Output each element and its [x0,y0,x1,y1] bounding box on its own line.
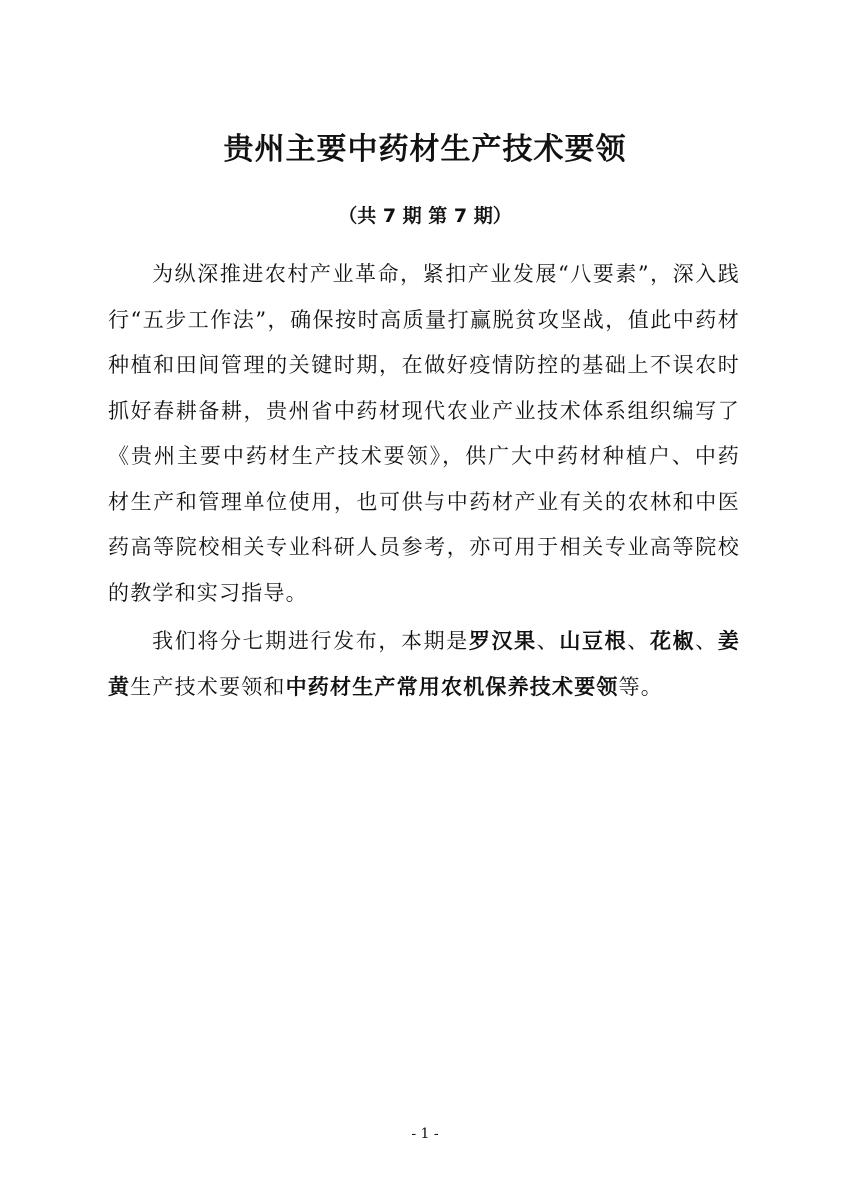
separator-1: 、 [536,629,560,653]
crop-name-jianghuang: 姜黄 [108,629,741,699]
crop-name-luohanguo: 罗汉果 [468,629,537,653]
document-body [108,252,740,710]
release-middle-text: 生产技术要领和 [130,674,286,699]
crop-name-shandougen: 山豆根 [559,629,628,653]
separator-2: 、 [627,629,650,653]
machinery-topic: 中药材生产常用农机保养技术要领 [285,674,619,699]
page-number: - 1 - [411,1126,439,1142]
crop-name-huajiao: 花椒 [649,629,696,653]
document-title: 贵州主要中药材生产技术要领 [223,132,627,167]
release-ending-text: 等。 [618,674,664,699]
separator-3: 、 [695,629,718,653]
intro-paragraph: 为纵深推进农村产业革命，紧扣产业发展“八要素”，深入践行“五步工作法”，确保按时高质量打赢脱贫攻坚战，值此中药材种植和田间管理的关键时期，在做好疫情防控的基础上不误农时抓好春耕备耕，贵州省中药材现代农业产业技术体系组织编写了《贵州主要中药材生产技术要领》，供广大中药材种植户、中药材生产和管理单位使用，也可供与中药材产业有关的农林和中医药高等院校相关专业科研人员参考，亦可用于相关专业高等院校的教学和实习指导。 [108,262,740,605]
release-paragraph [108,619,740,710]
release-intro-text: 我们将分七期进行发布，本期是 [152,629,469,653]
document-subtitle: （共 7 期 第 7 期） [338,205,512,227]
